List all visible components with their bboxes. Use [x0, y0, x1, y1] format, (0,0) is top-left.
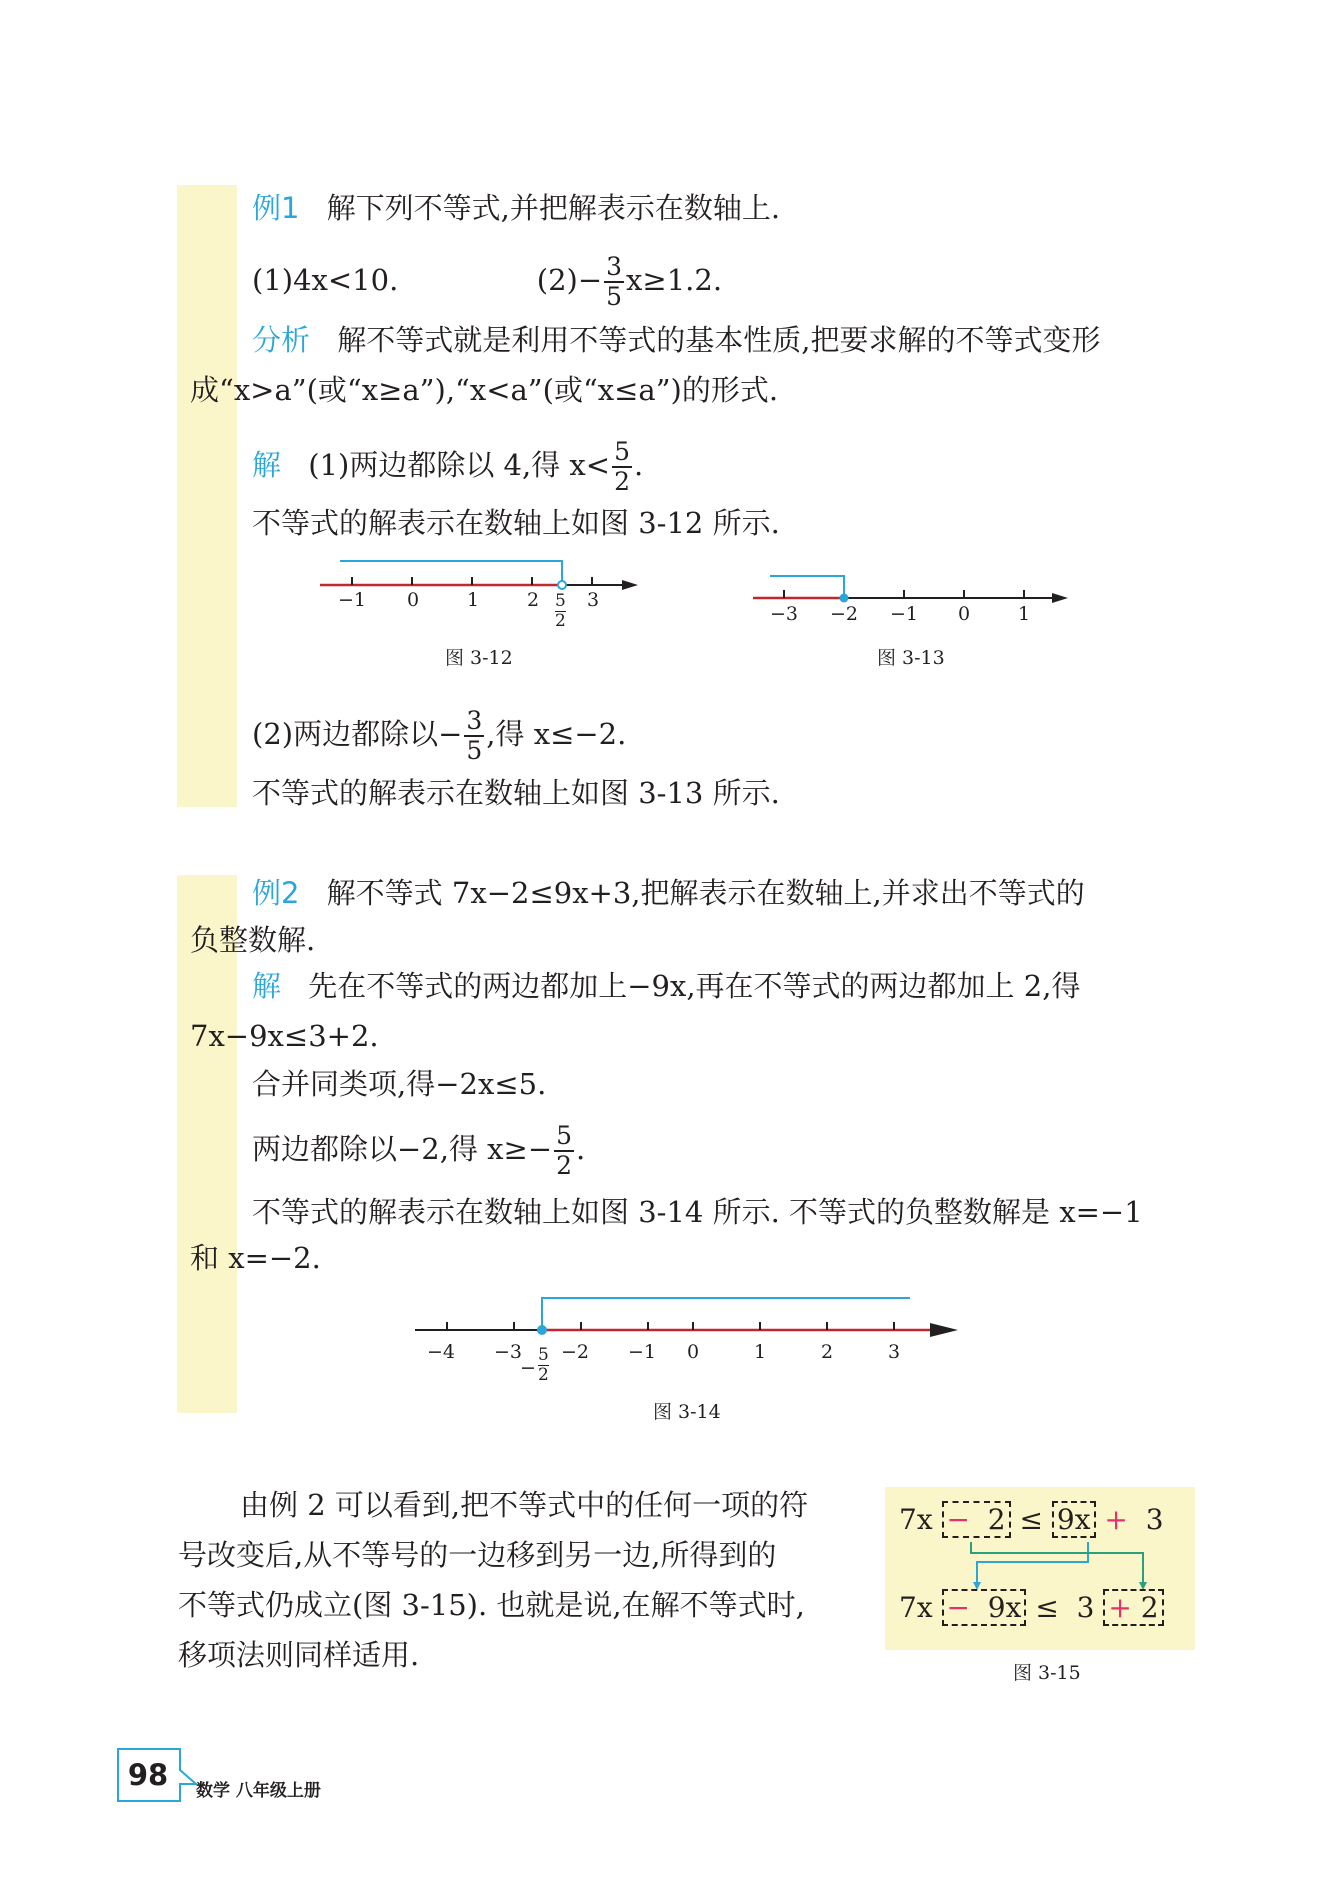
solution1-label: 解 [252, 448, 282, 482]
example2-prompt-line2: 负整数解. [190, 923, 316, 957]
tick-label: −3 [494, 1341, 523, 1363]
example2-step2: 合并同类项,得−2x≤5. [252, 1067, 547, 1101]
tick-label: 1 [467, 589, 480, 611]
example1-highlight-band [177, 185, 237, 807]
tick-label: −3 [770, 603, 799, 625]
tick-label: 2 [527, 589, 540, 611]
tick-label: 0 [407, 589, 420, 611]
tick-label: −1 [628, 1341, 657, 1363]
figure-caption-3-13: 图 3-13 [877, 647, 945, 669]
example2-step4-line2: 和 x=−2. [190, 1241, 321, 1275]
example2-step1-line2: 7x−9x≤3+2. [190, 1019, 379, 1053]
tick-label: −1 [890, 603, 919, 625]
tick-label: 0 [687, 1341, 700, 1363]
example1-item2-suffix: x≥1.2. [626, 263, 723, 297]
example2-prompt-line1: 解不等式 7x−2≤9x+3,把解表示在数轴上,并求出不等式的 [326, 876, 1085, 910]
example1-item2-prefix: (2)− [536, 263, 603, 297]
page-number: 98 [117, 1748, 177, 1802]
tick-label: 1 [1018, 603, 1031, 625]
solution2-line: (2)两边都除以− $\frac{3}{5}$ ,得 x≤−2. [252, 706, 627, 765]
analysis-label: 分析 [252, 323, 311, 357]
tick-label: 3 [888, 1341, 901, 1363]
boundary-label-fraction: $\frac{5}{2}$ [555, 591, 566, 631]
solution1-line: 解 (1)两边都除以 4,得 x< $\frac{5}{2}$ . [252, 437, 644, 496]
tick-label: 3 [587, 589, 600, 611]
analysis-line1: 分析 解不等式就是利用不等式的基本性质,把要求解的不等式变形 [252, 323, 1101, 357]
conclusion-line3: 不等式仍成立(图 3-15). 也就是说,在解不等式时, [178, 1588, 805, 1622]
conclusion-line4: 移项法则同样适用. [178, 1638, 420, 1672]
equation-row-1: 7x − 2 ≤ 9x + 3 [899, 1503, 1164, 1536]
tick-label: 0 [958, 603, 971, 625]
tick-label: −2 [830, 603, 859, 625]
analysis-line2: 成“x>a”(或“x≥a”),“x<a”(或“x≤a”)的形式. [190, 373, 779, 407]
example1-label: 例1 [252, 191, 300, 225]
book-title: 数学 八年级上册 [196, 1781, 321, 1801]
conclusion-line1: 由例 2 可以看到,把不等式中的任何一项的符 [240, 1488, 809, 1522]
example1-item2-fraction: $\frac{3}{5}$ [606, 252, 623, 311]
example2-step3-fraction: $\frac{5}{2}$ [556, 1121, 573, 1180]
example2-step1-line1: 解 先在不等式的两边都加上−9x,再在不等式的两边都加上 2,得 [252, 969, 1081, 1003]
example2-step4-line1: 不等式的解表示在数轴上如图 3-14 所示. 不等式的负整数解是 x=−1 [252, 1195, 1143, 1229]
solution1-figure-text: 不等式的解表示在数轴上如图 3-12 所示. [252, 506, 780, 540]
figure-caption-3-12: 图 3-12 [445, 647, 513, 669]
figure-caption-3-15: 图 3-15 [1013, 1662, 1081, 1684]
transposition-diagram [885, 1487, 1195, 1650]
page-number-tab-icon [174, 1748, 198, 1802]
example1-heading [252, 190, 780, 226]
tick-label: −2 [561, 1341, 590, 1363]
solution2-fraction: $\frac{3}{5}$ [466, 706, 483, 765]
example2-heading [252, 875, 1085, 911]
tick-label: −4 [427, 1341, 456, 1363]
example2-solution-label: 解 [252, 969, 282, 1003]
boundary-label-minus: − [520, 1357, 536, 1379]
solution1-fraction: $\frac{5}{2}$ [614, 437, 630, 496]
figure-caption-3-14: 图 3-14 [653, 1401, 721, 1423]
example2-step3: 两边都除以−2,得 x≥− $\frac{5}{2}$ . [252, 1121, 586, 1180]
example1-prompt: 解下列不等式,并把解表示在数轴上. [326, 191, 781, 225]
equation-row-2: 7x − 9x ≤ 3 + 2 [899, 1591, 1164, 1624]
example1-items [252, 253, 722, 311]
tick-label: 1 [754, 1341, 767, 1363]
solution2-figure-text: 不等式的解表示在数轴上如图 3-13 所示. [252, 776, 780, 810]
example2-label: 例2 [252, 876, 300, 910]
tick-label: −1 [338, 589, 367, 611]
tick-label: 2 [821, 1341, 834, 1363]
boundary-label-fraction: $\frac{5}{2}$ [538, 1345, 549, 1385]
conclusion-line2: 号改变后,从不等号的一边移到另一边,所得到的 [178, 1538, 777, 1572]
example1-item1: (1)4x<10. [252, 263, 399, 297]
